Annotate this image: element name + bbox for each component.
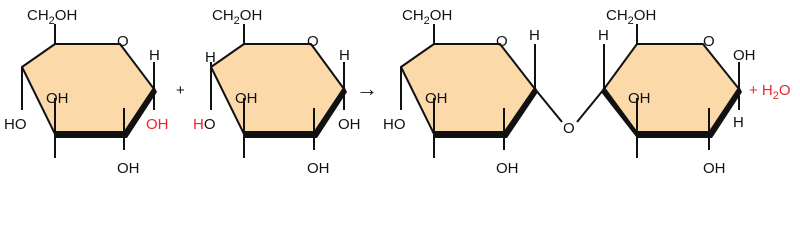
ring-1-c3-oh-label: OH [117,160,140,177]
glycosidic-linkage [535,89,604,137]
ring-2-ring-oxygen: O [307,33,319,50]
ring-1-ring-oxygen: O [117,33,129,50]
ring-4-ring-oxygen: O [703,33,715,50]
ring-4-c1-h-label: H [733,114,744,131]
ring-1-c2-oh-label: OH [46,90,69,107]
ring-2-c2-oh-label: OH [235,90,258,107]
ring-4-ch2oh-label: $CH_2OH$ [606,7,657,27]
glycosidic-bond-right [577,89,604,122]
ring-4-c1-oh-label: OH [733,47,756,64]
ring-2-c4-h-label: H [205,49,216,66]
maltose-right-ring [598,7,756,177]
water-byproduct-label: + $H_2O$ [749,82,791,102]
ring-1-ch2oh-label: $CH_2OH$ [27,7,78,27]
glucose-molecule-1 [4,7,169,177]
ring-2-c1-oh-label: OH [338,116,361,133]
glycosidic-bond-left [535,89,562,122]
maltose-left-ring [383,7,540,177]
ring-1-c1-oh-label: OH [146,116,169,133]
ring-1-c1-h-label: H [149,47,160,64]
ring-4-c2-oh-label: OH [628,90,651,107]
ring-2-c1-h-label: H [339,47,350,64]
ring-1-c4-ho-label: HO [4,116,27,133]
glucose-molecule-2 [193,7,361,177]
ring-3-c1-h-label: H [529,27,540,44]
reaction-arrow: → [356,76,378,101]
ring-3-c3-oh-label: OH [496,160,519,177]
glycosidic-oxygen: O [563,120,575,137]
ring-3-ch2oh-label: $CH_2OH$ [402,7,453,27]
plus-sign: + [176,82,185,99]
ring-3-ring-oxygen: O [496,33,508,50]
ring-3-c4-ho-label: HO [383,116,406,133]
ring-2-c3-oh-label: OH [307,160,330,177]
ring-4-c4-h-label: H [598,27,609,44]
ring-3-c2-oh-label: OH [425,90,448,107]
ring-4-c3-oh-label: OH [703,160,726,177]
ring-2-c4-hydroxyl-label: HO [193,116,216,133]
ring-2-ch2oh-label: $CH_2OH$ [212,7,263,27]
